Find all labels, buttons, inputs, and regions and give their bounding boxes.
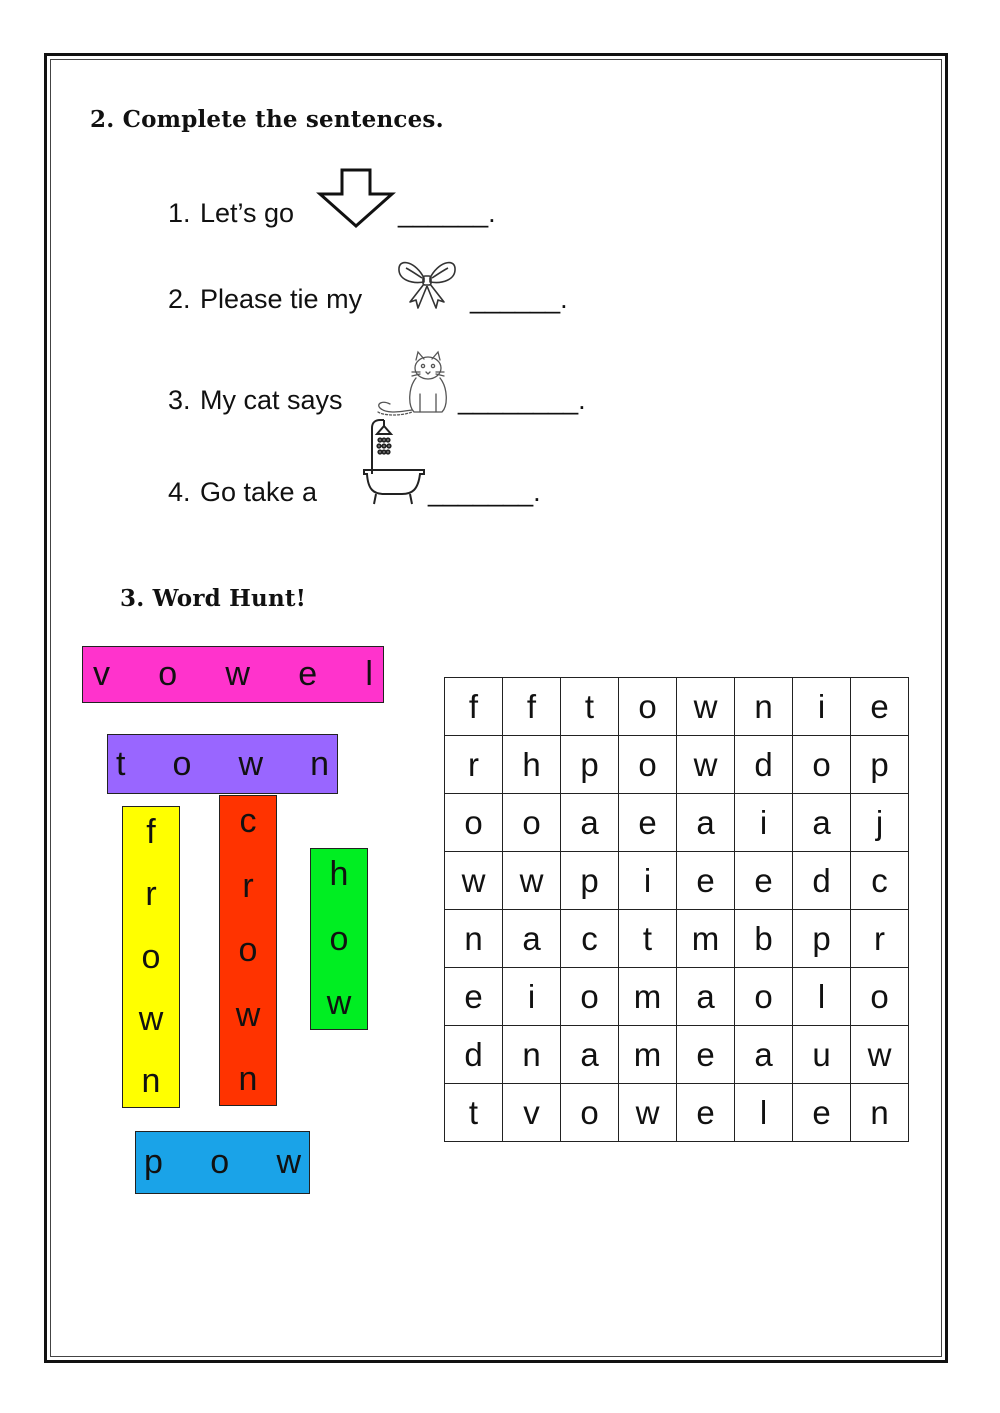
sentence-number: 2. xyxy=(168,284,191,314)
grid-cell[interactable]: w xyxy=(619,1084,677,1142)
grid-cell[interactable]: p xyxy=(851,736,909,794)
grid-cell[interactable]: o xyxy=(561,968,619,1026)
grid-cell[interactable]: e xyxy=(619,794,677,852)
bathtub-shower-icon xyxy=(362,418,426,506)
grid-cell[interactable]: e xyxy=(735,852,793,910)
grid-cell[interactable]: o xyxy=(619,736,677,794)
grid-cell[interactable]: a xyxy=(793,794,851,852)
grid-cell[interactable]: w xyxy=(677,736,735,794)
grid-cell[interactable]: d xyxy=(735,736,793,794)
grid-cell[interactable]: o xyxy=(619,678,677,736)
grid-cell[interactable]: h xyxy=(503,736,561,794)
tile-letter: o xyxy=(158,655,178,693)
word-tile-vowel[interactable] xyxy=(82,646,384,703)
grid-cell[interactable]: f xyxy=(503,678,561,736)
word-search-grid xyxy=(444,677,909,1142)
bow-icon xyxy=(396,256,458,314)
grid-cell[interactable]: j xyxy=(851,794,909,852)
grid-cell[interactable]: l xyxy=(793,968,851,1026)
grid-cell[interactable]: o xyxy=(503,794,561,852)
grid-cell[interactable]: f xyxy=(445,678,503,736)
grid-row xyxy=(445,1084,909,1142)
grid-cell[interactable]: w xyxy=(503,852,561,910)
grid-cell[interactable]: w xyxy=(445,852,503,910)
answer-blank-3[interactable]: ________. xyxy=(458,385,586,415)
tile-letter: h xyxy=(329,855,349,893)
sentence-4 xyxy=(168,477,317,508)
grid-cell[interactable]: m xyxy=(619,1026,677,1084)
sentence-text: Let’s go xyxy=(200,198,295,228)
tile-letter: w xyxy=(235,995,261,1034)
grid-cell[interactable]: a xyxy=(677,794,735,852)
sentence-text: Go take a xyxy=(200,477,318,507)
tile-letter: w xyxy=(238,744,264,783)
grid-cell[interactable]: e xyxy=(677,1026,735,1084)
word-tile-frown[interactable] xyxy=(122,806,180,1108)
tile-letter: w xyxy=(225,655,250,693)
grid-cell[interactable]: l xyxy=(735,1084,793,1142)
answer-blank-1[interactable]: ______. xyxy=(398,198,496,228)
grid-cell[interactable]: o xyxy=(793,736,851,794)
sentence-1 xyxy=(168,198,294,229)
tile-letter: o xyxy=(141,937,161,976)
answer-blank-4[interactable]: _______. xyxy=(428,477,541,507)
tile-letter: n xyxy=(141,1062,161,1100)
grid-cell[interactable]: e xyxy=(677,1084,735,1142)
grid-cell[interactable]: n xyxy=(503,1026,561,1084)
grid-cell[interactable]: t xyxy=(619,910,677,968)
sentence-3 xyxy=(168,385,343,416)
grid-cell[interactable]: i xyxy=(619,852,677,910)
tile-letter: f xyxy=(146,813,156,851)
grid-row xyxy=(445,968,909,1026)
word-tile-crown[interactable] xyxy=(219,795,277,1106)
grid-cell[interactable]: r xyxy=(445,736,503,794)
section-3-heading: 3. Word Hunt! xyxy=(120,585,307,612)
grid-cell[interactable]: a xyxy=(735,1026,793,1084)
grid-cell[interactable]: i xyxy=(735,794,793,852)
grid-cell[interactable]: d xyxy=(793,852,851,910)
grid-cell[interactable]: w xyxy=(851,1026,909,1084)
grid-cell[interactable]: i xyxy=(793,678,851,736)
grid-cell[interactable]: e xyxy=(851,678,909,736)
tile-letter: l xyxy=(365,655,373,693)
sentence-number: 3. xyxy=(168,385,191,415)
grid-cell[interactable]: t xyxy=(445,1084,503,1142)
grid-cell[interactable]: u xyxy=(793,1026,851,1084)
tile-letter: o xyxy=(210,1143,230,1181)
grid-cell[interactable]: p xyxy=(561,736,619,794)
grid-row xyxy=(445,736,909,794)
grid-row xyxy=(445,852,909,910)
grid-cell[interactable]: m xyxy=(619,968,677,1026)
grid-cell[interactable]: t xyxy=(561,678,619,736)
grid-cell[interactable]: w xyxy=(677,678,735,736)
grid-cell[interactable]: e xyxy=(793,1084,851,1142)
word-tile-how[interactable] xyxy=(310,848,368,1030)
grid-cell[interactable]: a xyxy=(561,1026,619,1084)
grid-cell[interactable]: d xyxy=(445,1026,503,1084)
answer-blank-2[interactable]: ______. xyxy=(470,284,568,314)
grid-cell[interactable]: n xyxy=(735,678,793,736)
tile-letter: v xyxy=(93,655,110,693)
grid-cell[interactable]: p xyxy=(793,910,851,968)
grid-cell[interactable]: a xyxy=(503,910,561,968)
sentence-number: 4. xyxy=(168,477,191,507)
grid-cell[interactable]: o xyxy=(561,1084,619,1142)
grid-cell[interactable]: o xyxy=(445,794,503,852)
tile-letter: o xyxy=(238,931,258,969)
tile-letter: w xyxy=(138,999,164,1038)
tile-letter: p xyxy=(144,1143,163,1181)
grid-cell[interactable]: o xyxy=(851,968,909,1026)
sentence-text: My cat says xyxy=(200,385,343,415)
down-arrow-icon xyxy=(316,168,396,230)
grid-row xyxy=(445,678,909,736)
grid-cell[interactable]: c xyxy=(561,910,619,968)
tile-letter: o xyxy=(329,919,349,958)
grid-cell[interactable]: n xyxy=(445,910,503,968)
word-tile-town[interactable] xyxy=(107,734,338,794)
word-tile-pow[interactable] xyxy=(135,1131,310,1194)
tile-letter: t xyxy=(116,744,126,783)
grid-cell[interactable]: m xyxy=(677,910,735,968)
tile-letter: o xyxy=(172,744,192,783)
grid-cell[interactable]: a xyxy=(561,794,619,852)
sentence-text: Please tie my xyxy=(200,284,363,314)
tile-letter: c xyxy=(239,802,257,840)
sentence-2 xyxy=(168,284,362,315)
grid-cell[interactable]: r xyxy=(851,910,909,968)
grid-cell[interactable]: a xyxy=(677,968,735,1026)
grid-cell[interactable]: v xyxy=(503,1084,561,1142)
sentence-number: 1. xyxy=(168,198,191,228)
section-2-heading: 2. Complete the sentences. xyxy=(90,106,444,133)
tile-letter: w xyxy=(326,984,352,1022)
tile-letter: w xyxy=(276,1143,301,1181)
tile-letter: e xyxy=(298,655,318,693)
grid-cell[interactable]: n xyxy=(851,1084,909,1142)
grid-row xyxy=(445,1026,909,1084)
grid-cell[interactable]: e xyxy=(445,968,503,1026)
tile-letter: r xyxy=(145,875,157,914)
grid-row xyxy=(445,794,909,852)
tile-letter: r xyxy=(242,866,254,905)
cat-icon xyxy=(372,350,454,416)
grid-cell[interactable]: i xyxy=(503,968,561,1026)
grid-cell[interactable]: p xyxy=(561,852,619,910)
grid-row xyxy=(445,910,909,968)
grid-cell[interactable]: c xyxy=(851,852,909,910)
grid-cell[interactable]: e xyxy=(677,852,735,910)
grid-cell[interactable]: o xyxy=(735,968,793,1026)
grid-cell[interactable]: b xyxy=(735,910,793,968)
tile-letter: n xyxy=(238,1060,258,1098)
tile-letter: n xyxy=(310,744,329,783)
